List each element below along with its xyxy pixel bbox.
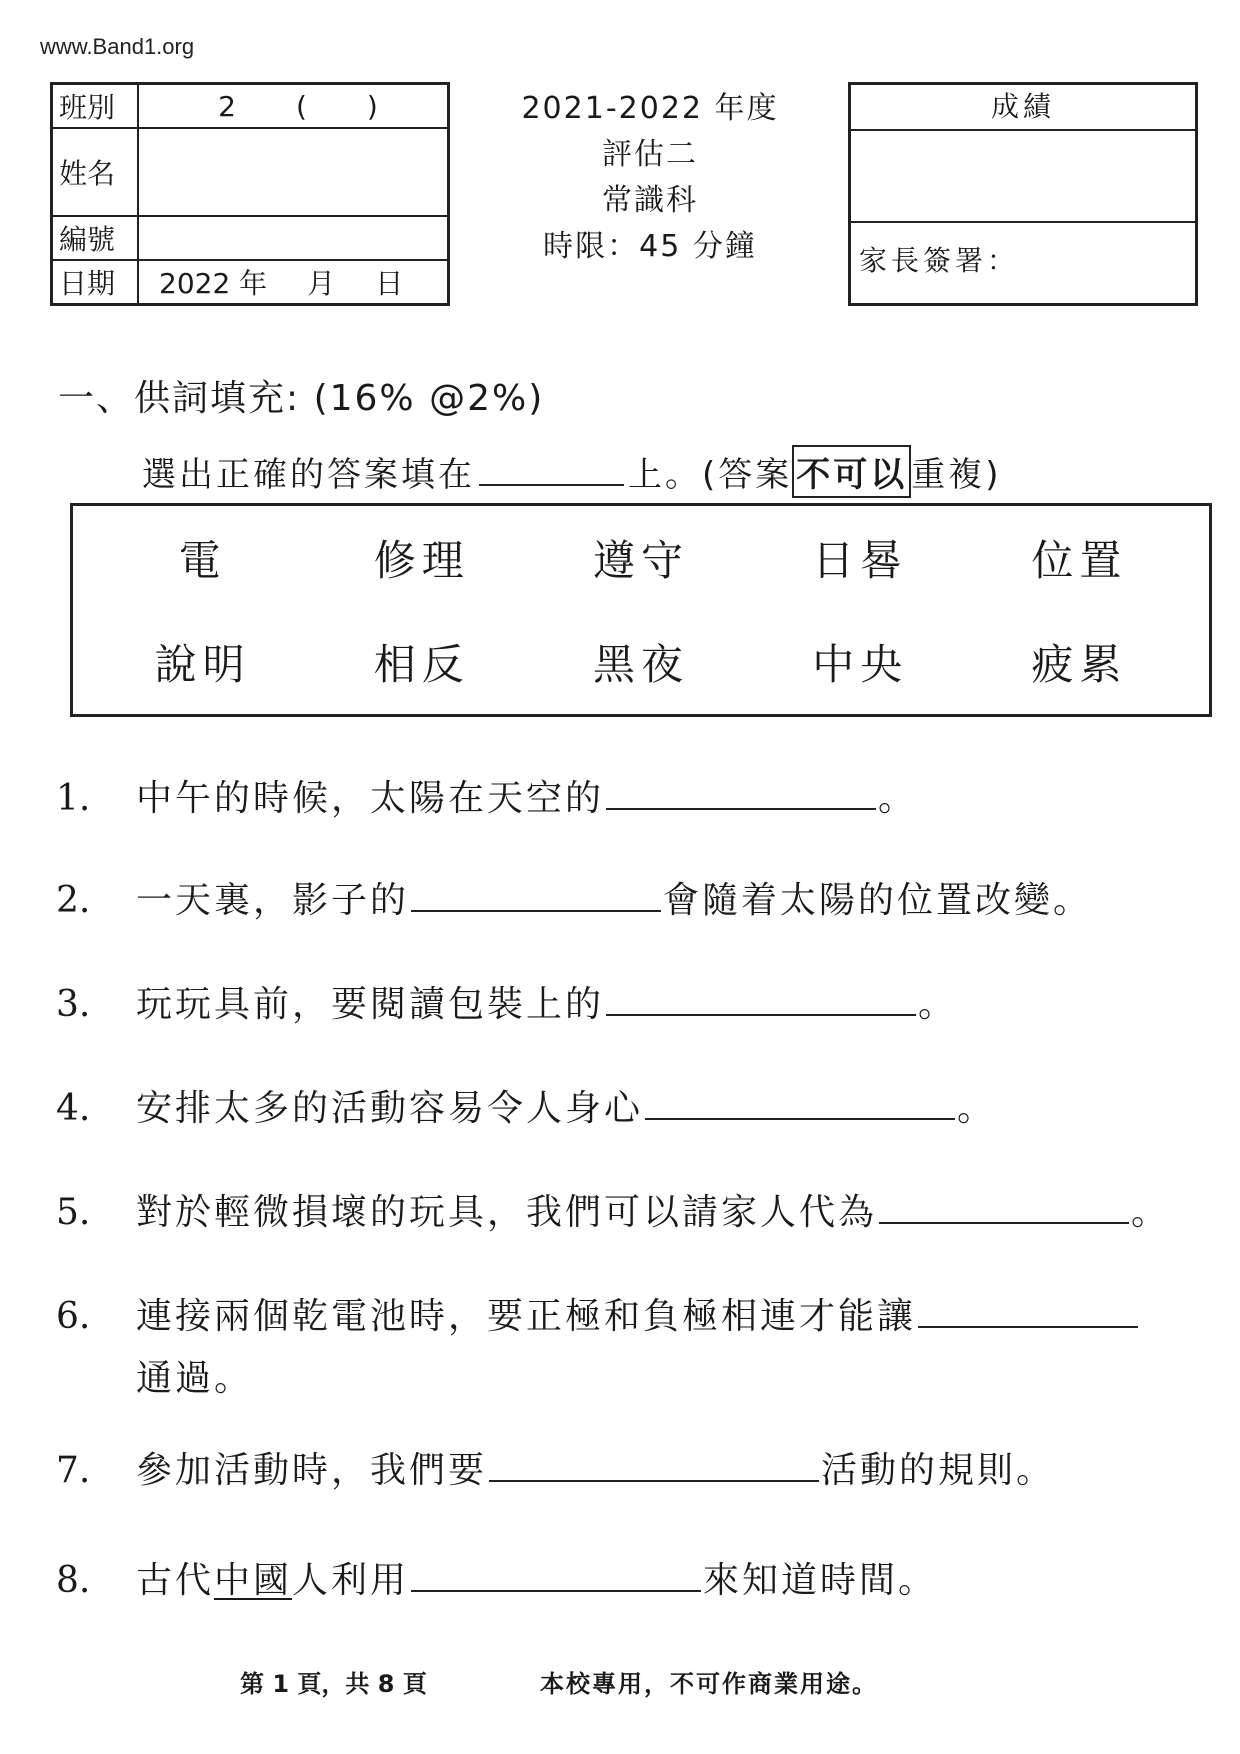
- section-title: 一、供詞填充: (16% @2%): [58, 378, 545, 419]
- instruction: [142, 445, 1002, 498]
- date-day: 日: [375, 267, 404, 300]
- question-text-end: 來知道時間。: [703, 1560, 938, 1601]
- grade-score-field[interactable]: [851, 131, 1195, 223]
- class-paren-close: ): [366, 89, 378, 123]
- question-text: 一天裏，影子的: [136, 880, 410, 921]
- school-year: 2021-2022 年度: [521, 91, 779, 126]
- instruction-boxed: 不可以: [792, 445, 911, 498]
- word-bank-item: 中央: [812, 640, 909, 689]
- class-field[interactable]: [138, 84, 449, 129]
- answer-blank[interactable]: [918, 1296, 1138, 1328]
- question-text-end: 。: [878, 778, 918, 819]
- question-number: 3.: [56, 984, 91, 1025]
- word-bank-item: 黑夜: [592, 640, 689, 689]
- instruction-prefix: 選出正確的答案填在: [142, 455, 475, 495]
- question-text-end: 。: [1131, 1192, 1171, 1233]
- subject-name: 常識科: [602, 183, 698, 218]
- word-bank: [70, 503, 1212, 717]
- question-2: [56, 872, 1092, 923]
- question-number: 4.: [56, 1088, 91, 1129]
- instruction-blank: [479, 454, 624, 486]
- word-bank-item: 電: [178, 536, 227, 585]
- question-text-underlined: 中國: [214, 1560, 293, 1601]
- time-limit: 時限：45 分鐘: [543, 229, 757, 264]
- number-field[interactable]: [138, 216, 449, 260]
- answer-blank[interactable]: [606, 778, 876, 810]
- question-8: [56, 1552, 937, 1603]
- question-3: [56, 976, 957, 1027]
- question-text: 玩玩具前，要閱讀包裝上的: [136, 984, 605, 1025]
- question-text: 中午的時候，太陽在天空的: [136, 778, 605, 819]
- answer-blank[interactable]: [411, 1560, 701, 1592]
- date-year: 2022 年: [159, 267, 268, 300]
- name-label: 姓名: [52, 128, 139, 216]
- usage-notice: 本校專用，不可作商業用途。: [540, 1670, 878, 1698]
- question-text-end: 會隨着太陽的位置改變。: [663, 880, 1093, 921]
- number-label: 編號: [52, 216, 139, 260]
- question-text: 連接兩個乾電池時，要正極和負極相連才能讓: [136, 1296, 917, 1337]
- word-bank-item: 說明: [154, 640, 251, 689]
- answer-blank[interactable]: [879, 1192, 1129, 1224]
- question-number: 5.: [56, 1192, 91, 1233]
- assessment-name: 評估二: [602, 137, 698, 172]
- date-label: 日期: [52, 260, 139, 305]
- class-value: 2: [218, 89, 236, 123]
- parent-signature-field[interactable]: 家長簽署：: [859, 244, 1020, 277]
- exam-header: [500, 86, 800, 270]
- question-number: 8.: [56, 1560, 91, 1601]
- answer-blank[interactable]: [489, 1450, 819, 1482]
- question-text: 安排太多的活動容易令人身心: [136, 1088, 644, 1129]
- grade-title: 成績: [851, 85, 1195, 131]
- question-5: [56, 1184, 1170, 1235]
- question-text: 參加活動時，我們要: [136, 1450, 488, 1491]
- page-number: 第 1 頁，共 8 頁: [240, 1670, 427, 1698]
- class-paren-open: (: [295, 89, 307, 123]
- question-6: [56, 1288, 1140, 1339]
- answer-blank[interactable]: [606, 984, 916, 1016]
- instruction-suffix: 重複): [911, 455, 1002, 495]
- question-text: 人利用: [292, 1560, 410, 1601]
- question-text-end: 。: [957, 1088, 997, 1129]
- watermark: www.Band1.org: [40, 34, 195, 59]
- question-number: 1.: [56, 778, 91, 819]
- date-month: 月: [307, 267, 336, 300]
- word-bank-item: 遵守: [592, 536, 689, 585]
- question-4: [56, 1080, 996, 1131]
- question-text: 古代: [136, 1560, 215, 1601]
- date-field[interactable]: [138, 260, 449, 305]
- question-text: 對於輕微損壞的玩具，我們可以請家人代為: [136, 1192, 878, 1233]
- class-label: 班別: [52, 84, 139, 129]
- student-info-table: [50, 82, 450, 306]
- word-bank-item: 位置: [1031, 536, 1128, 585]
- grade-box: [848, 82, 1198, 306]
- question-number: 2.: [56, 880, 91, 921]
- name-field[interactable]: [138, 128, 449, 216]
- instruction-mid: 上。(答案: [628, 455, 793, 495]
- answer-blank[interactable]: [645, 1088, 955, 1120]
- question-number: 7.: [56, 1450, 91, 1491]
- question-7: [56, 1442, 1055, 1493]
- answer-blank[interactable]: [411, 880, 661, 912]
- word-bank-item: 修理: [373, 536, 470, 585]
- question-6-line2: 通過。: [136, 1358, 254, 1399]
- question-1: [56, 770, 917, 821]
- word-bank-item: 疲累: [1031, 640, 1128, 689]
- question-text-end: 活動的規則。: [821, 1450, 1056, 1491]
- question-text-end: 。: [918, 984, 958, 1025]
- question-number: 6.: [56, 1296, 91, 1337]
- word-bank-item: 相反: [373, 640, 470, 689]
- word-bank-item: 日晷: [812, 536, 909, 585]
